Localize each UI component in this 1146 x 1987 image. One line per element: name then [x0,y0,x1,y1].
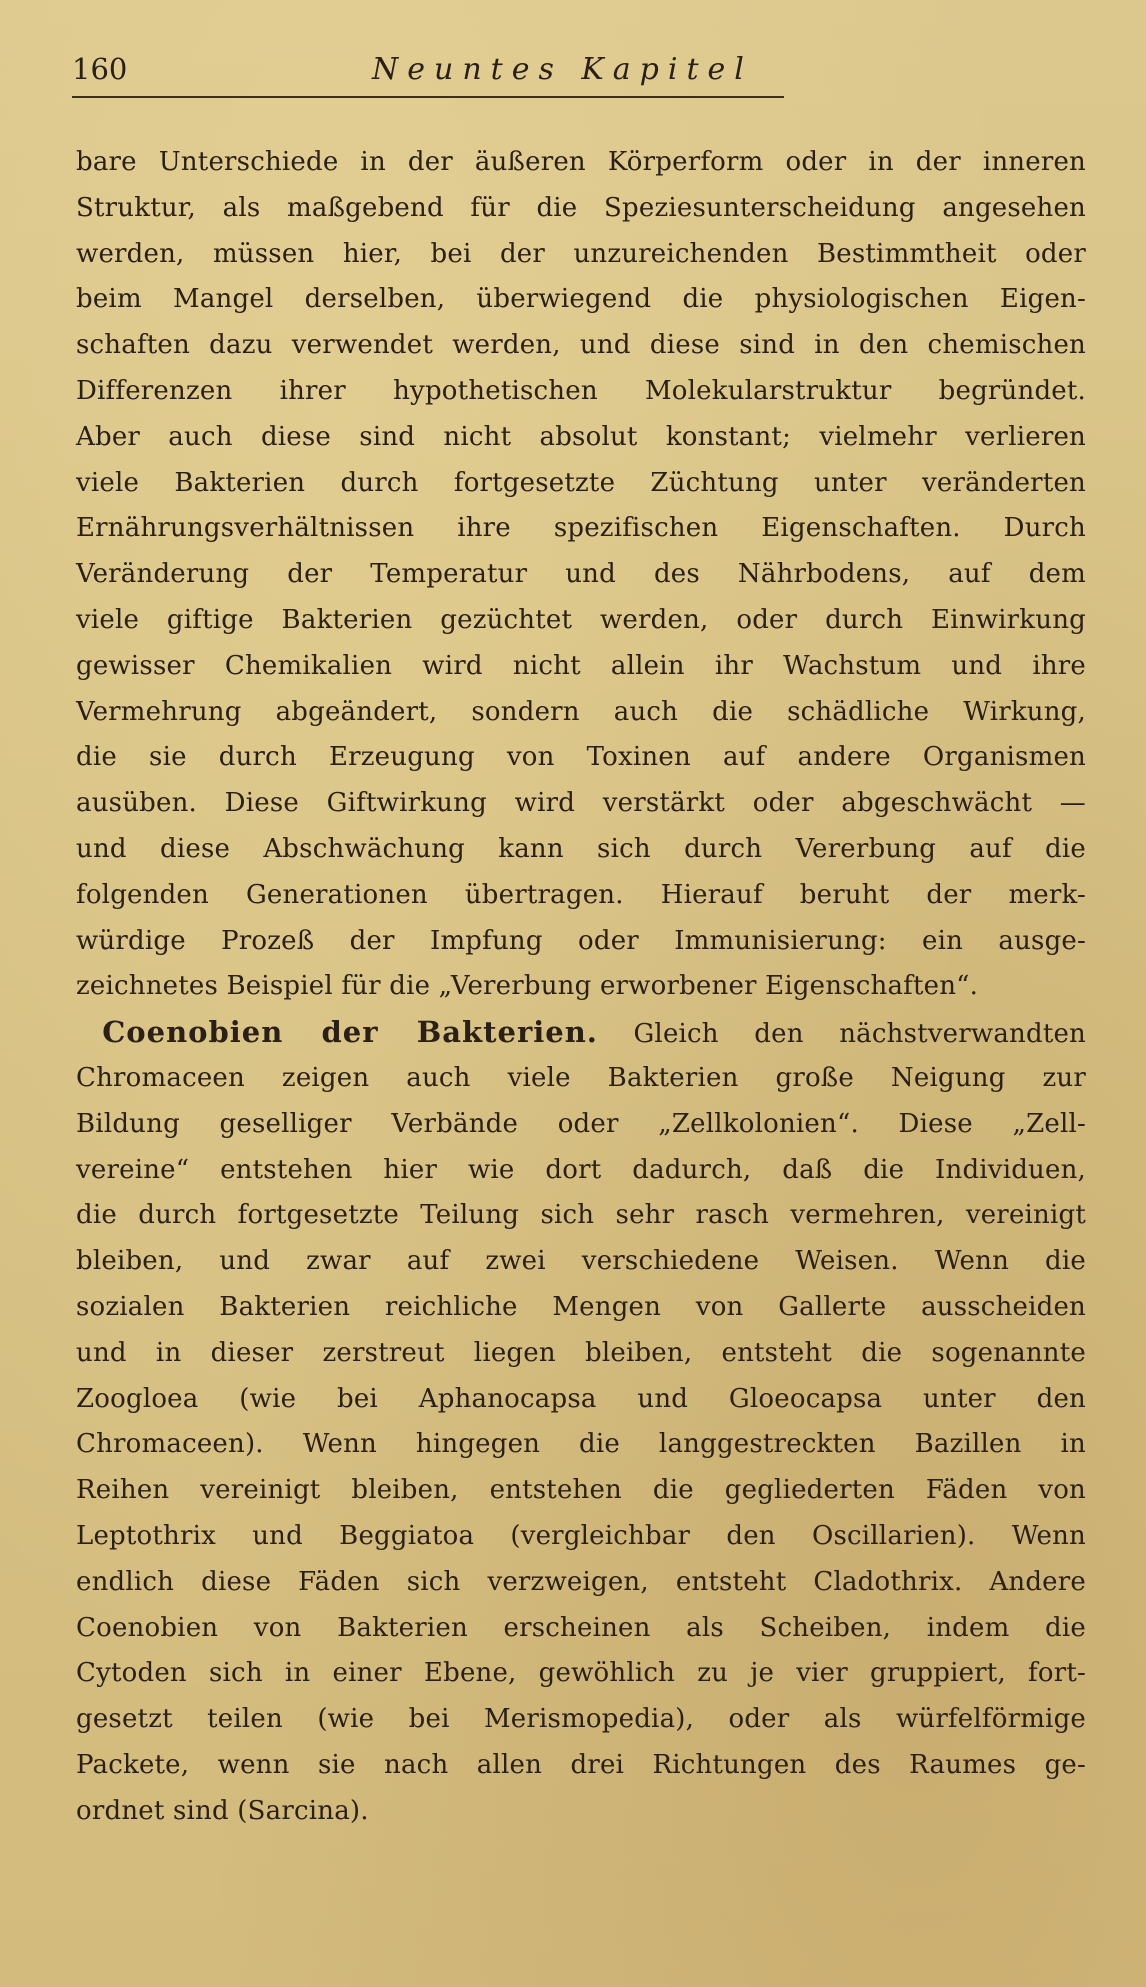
text-line: Zoogloea (wie bei Aphanocapsa und Gloeocapsa unter den [76,1383,1086,1414]
text-line: zeichnetes Beispiel für die „Vererbung erworbener Eigenschaften“. [76,971,979,1002]
section-first-line: Gleich den nächstverwandten [633,1019,1087,1050]
text-line: Ernährungsverhältnissen ihre spezifischen Eigenschaften. Durch [76,513,1086,544]
paragraph-2 [76,1010,1086,1834]
text-line: Coenobien von Bakterien erscheinen als Scheiben, indem die [76,1612,1086,1643]
text-line: gewisser Chemikalien wird nicht allein ihr Wachstum und ihre [76,650,1086,681]
text-line: die sie durch Erzeugung von Toxinen auf andere Organismen [76,742,1086,773]
text-line: werden, müssen hier, bei der unzureichenden Bestimmtheit oder [76,238,1086,269]
text-line: würdige Prozeß der Impfung oder Immunisierung: ein ausge- [76,925,1086,956]
text-line: ausüben. Diese Giftwirkung wird verstärkt oder abgeschwächt — [76,788,1086,819]
text-line: endlich diese Fäden sich verzweigen, entsteht Cladothrix. Andere [76,1566,1086,1597]
page-number: 160 [72,52,128,86]
header-rule [72,96,784,98]
text-line: bare Unterschiede in der äußeren Körperform oder in der inneren [76,147,1086,177]
text-line [76,1010,1086,1056]
text-line: schaften dazu verwendet werden, und diese sind in den chemischen [76,330,1086,361]
text-line: viele Bakterien durch fortgesetzte Züchtung unter veränderten [76,467,1086,498]
text-line: beim Mangel derselben, überwiegend die physiologischen Eigen- [76,284,1086,315]
body-text [76,140,1086,1834]
text-line: Packete, wenn sie nach allen drei Richtungen des Raumes ge- [76,1749,1086,1780]
text-line: sozialen Bakterien reichliche Mengen von Gallerte ausscheiden [76,1291,1086,1322]
text-line: Differenzen ihrer hypothetischen Molekularstruktur begründet. [76,375,1086,406]
paragraph-1 [76,140,1086,1010]
text-line: Cytoden sich in einer Ebene, gewöhlich zu je vier gruppiert, fort- [76,1658,1086,1689]
text-line: Veränderung der Temperatur und des Nährbodens, auf dem [76,559,1086,590]
running-head: Neuntes Kapitel [372,52,753,87]
text-line: Vermehrung abgeändert, sondern auch die schädliche Wirkung, [76,696,1086,727]
text-line: und in dieser zerstreut liegen bleiben, entsteht die sogenannte [76,1337,1086,1368]
text-line: folgenden Generationen übertragen. Hierauf beruht der merk- [76,879,1086,910]
text-line: die durch fortgesetzte Teilung sich sehr rasch vermehren, vereinigt [76,1200,1086,1231]
text-line: ordnet sind (Sarcina). [76,1795,369,1826]
text-line: Reihen vereinigt bleiben, entstehen die gegliederten Fäden von [76,1475,1086,1506]
section-title: Coenobien der Bakterien. [102,1015,598,1050]
text-line: Leptothrix und Beggiatoa (vergleichbar den Oscillarien). Wenn [76,1520,1086,1551]
text-line: und diese Abschwächung kann sich durch Vererbung auf die [76,833,1086,864]
text-line: Aber auch diese sind nicht absolut konstant; vielmehr verlieren [76,421,1086,452]
text-line: gesetzt teilen (wie bei Merismopedia), oder als würfelförmige [76,1704,1086,1735]
text-line: vereine“ entstehen hier wie dort dadurch, daß die Individuen, [76,1154,1086,1185]
page-header [72,52,784,96]
text-line: viele giftige Bakterien gezüchtet werden, oder durch Einwirkung [76,604,1086,635]
text-line: Chromaceen). Wenn hingegen die langgestreckten Bazillen in [76,1429,1086,1460]
text-line: bleiben, und zwar auf zwei verschiedene Weisen. Wenn die [76,1246,1086,1277]
text-line: Struktur, als maßgebend für die Speziesunterscheidung angesehen [76,192,1086,223]
text-line: Chromaceen zeigen auch viele Bakterien große Neigung zur [76,1062,1086,1093]
text-line: Bildung geselliger Verbände oder „Zellkolonien“. Diese „Zell- [76,1108,1086,1139]
